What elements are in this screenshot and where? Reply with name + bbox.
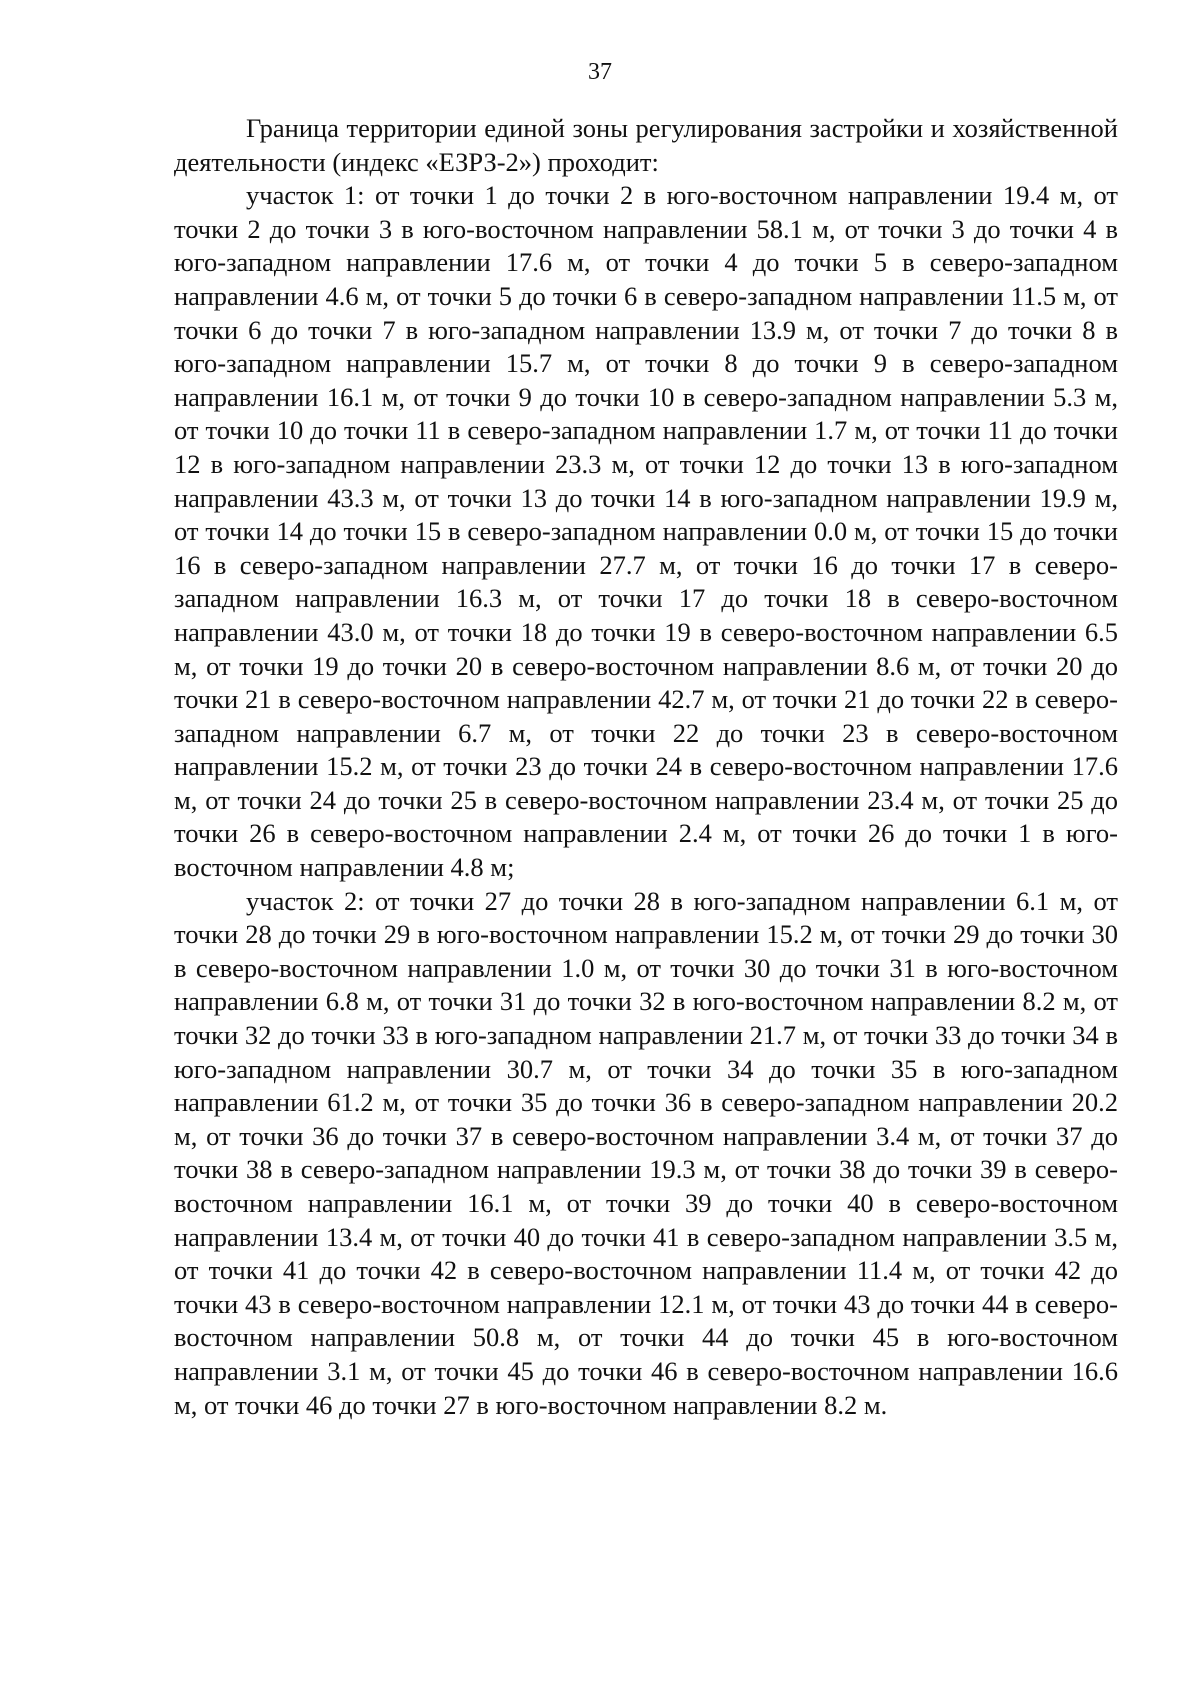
document-body: [174, 112, 1118, 1422]
section-2-paragraph: участок 2: от точки 27 до точки 28 в юго-западном направлении 6.1 м, от точки 28 до точки 29 в юго-восточном направлении 15.2 м, от точки 29 до точки 30 в северо-восточном направлении 1.0 м, от точки 30 до точки 31 в юго-восточном направлении 6.8 м, от точки 31 до точки 32 в юго-восточном направлении 8.2 м, от точки 32 до точки 33 в юго-западном направлении 21.7 м, от точки 33 до точки 34 в юго-западном направлении 30.7 м, от точки 34 до точки 35 в юго-западном направлении 61.2 м, от точки 35 до точки 36 в северо-западном направлении 20.2 м, от точки 36 до точки 37 в северо-восточном направлении 3.4 м, от точки 37 до точки 38 в северо-западном направлении 19.3 м, от точки 38 до точки 39 в северо-восточном направлении 16.1 м, от точки 39 до точки 40 в северо-восточном направлении 13.4 м, от точки 40 до точки 41 в северо-западном направлении 3.5 м, от точки 41 до точки 42 в северо-восточном направлении 11.4 м, от точки 42 до точки 43 в северо-восточном направлении 12.1 м, от точки 43 до точки 44 в северо-восточном направлении 50.8 м, от точки 44 до точки 45 в юго-восточном направлении 3.1 м, от точки 45 до точки 46 в северо-восточном направлении 16.6 м, от точки 46 до точки 27 в юго-восточном направлении 8.2 м.: [174, 885, 1118, 1420]
section-1-paragraph: участок 1: от точки 1 до точки 2 в юго-восточном направлении 19.4 м, от точки 2 до точки 3 в юго-восточном направлении 58.1 м, от точки 3 до точки 4 в юго-западном направлении 17.6 м, от точки 4 до точки 5 в северо-западном направлении 4.6 м, от точки 5 до точки 6 в северо-западном направлении 11.5 м, от точки 6 до точки 7 в юго-западном направлении 13.9 м, от точки 7 до точки 8 в юго-западном направлении 15.7 м, от точки 8 до точки 9 в северо-западном направлении 16.1 м, от точки 9 до точки 10 в северо-западном направлении 5.3 м, от точки 10 до точки 11 в северо-западном направлении 1.7 м, от точки 11 до точки 12 в юго-западном направлении 23.3 м, от точки 12 до точки 13 в юго-западном направлении 43.3 м, от точки 13 до точки 14 в юго-западном направлении 19.9 м, от точки 14 до точки 15 в северо-западном направлении 0.0 м, от точки 15 до точки 16 в северо-западном направлении 27.7 м, от точки 16 до точки 17 в северо-западном направлении 16.3 м, от точки 17 до точки 18 в северо-восточном направлении 43.0 м, от точки 18 до точки 19 в северо-восточном направлении 6.5 м, от точки 19 до точки 20 в северо-восточном направлении 8.6 м, от точки 20 до точки 21 в северо-восточном направлении 42.7 м, от точки 21 до точки 22 в северо-западном направлении 6.7 м, от точки 22 до точки 23 в северо-восточном направлении 15.2 м, от точки 23 до точки 24 в северо-восточном направлении 17.6 м, от точки 24 до точки 25 в северо-восточном направлении 23.4 м, от точки 25 до точки 26 в северо-восточном направлении 2.4 м, от точки 26 до точки 1 в юго-восточном направлении 4.8 м;: [174, 180, 1118, 883]
intro-paragraph: Граница территории единой зоны регулирования застройки и хозяйственной деятельности (индекс «ЕЗРЗ-2») проходит:: [174, 113, 1118, 177]
page-number: 37: [588, 59, 612, 85]
